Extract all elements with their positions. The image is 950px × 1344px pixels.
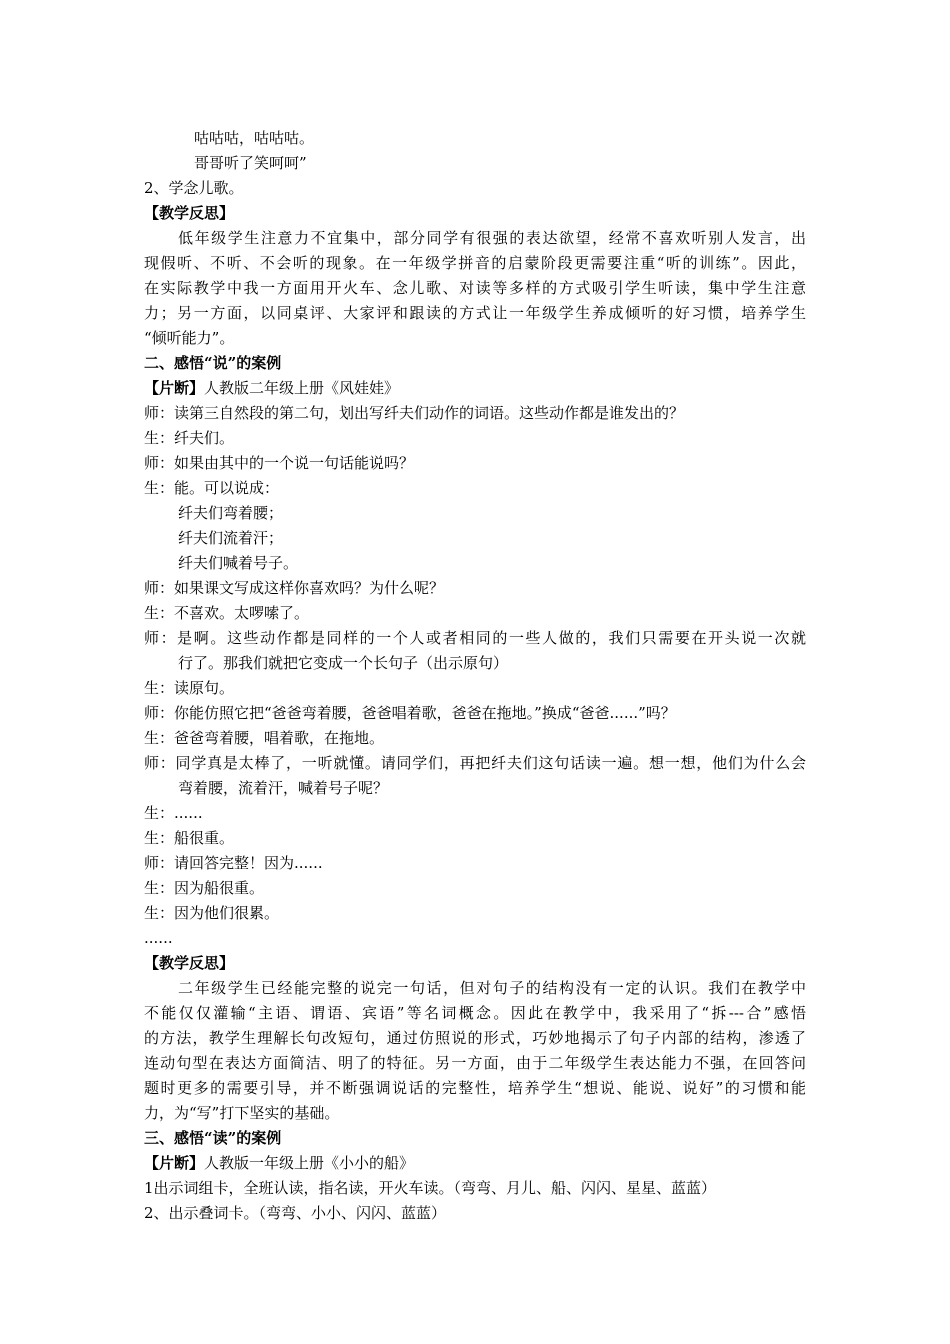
excerpt-tag: 【片断】	[144, 1154, 205, 1172]
excerpt-label: 【片断】人教版二年级上册《风娃娃》	[144, 379, 400, 397]
excerpt-label: 【片断】人教版一年级上册《小小的船》	[144, 1154, 415, 1172]
excerpt-tag: 【片断】	[144, 379, 205, 397]
dialogue-line: 纤夫们喊着号子。	[178, 554, 299, 572]
dialogue-line: 生：因为船很重。	[144, 879, 265, 897]
dialogue-line: 生：读原句。	[144, 679, 235, 697]
dialogue-line: 生：纤夫们。	[144, 429, 235, 447]
dialogue-line: 师：是啊。这些动作都是同样的一个人或者相同的一些人做的，我们只需要在开头说一次就	[144, 629, 806, 647]
dialogue-line: 师：如果课文写成这样你喜欢吗？为什么呢？	[144, 579, 445, 597]
paragraph-line: 力，为“写”打下坚实的基础。	[144, 1104, 340, 1122]
dialogue-line: 师：如果由其中的一个说一句话能说吗？	[144, 454, 415, 472]
step-line: 2、学念儿歌。	[144, 179, 244, 197]
dialogue-line: 纤夫们弯着腰；	[178, 504, 284, 522]
dialogue-line: 生：因为他们很累。	[144, 904, 280, 922]
dialogue-line: 生：爸爸弯着腰，唱着歌，在拖地。	[144, 729, 385, 747]
dialogue-line: 弯着腰，流着汗，喊着号子呢？	[178, 779, 389, 797]
step-line: 2、出示叠词卡。（弯弯、小小、闪闪、蓝蓝）	[144, 1204, 447, 1222]
section-heading: 二、感悟“说”的案例	[144, 354, 282, 372]
dialogue-line: 生：......	[144, 804, 203, 822]
dialogue-line: 师：同学真是太棒了，一听就懂。请同学们，再把纤夫们这句话读一遍。想一想，他们为什么会	[144, 754, 806, 772]
section-heading: 三、感悟“读”的案例	[144, 1129, 282, 1147]
paragraph-line: 不能仅仅灌输“主语、谓语、宾语”等名词概念。因此在教学中，我采用了“拆---合”感悟	[144, 1004, 806, 1022]
paragraph-line: 题时更多的需要引导，并不断强调说话的完整性，培养学生“想说、能说、说好”的习惯和能	[144, 1079, 806, 1097]
dialogue-line: 生：不喜欢。太啰嗦了。	[144, 604, 310, 622]
dialogue-line: 纤夫们流着汗；	[178, 529, 284, 547]
dialogue-line: 生：能。可以说成：	[144, 479, 280, 497]
paragraph-line: 现假听、不听、不会听的现象。在一年级学拼音的启蒙阶段更需要注重“听的训练”。因此，	[144, 254, 806, 272]
dialogue-line: 行了。那我们就把它变成一个长句子（出示原句）	[178, 654, 509, 672]
paragraph-line: 二年级学生已经能完整的说完一句话，但对句子的结构没有一定的认识。我们在教学中	[178, 979, 806, 997]
paragraph-line: 力；另一方面，以同桌评、大家评和跟读的方式让一年级学生养成倾听的好习惯，培养学生	[144, 304, 806, 322]
step-line: 1出示词组卡，全班认读，指名读，开火车读。（弯弯、月儿、船、闪闪、星星、蓝蓝）	[144, 1179, 717, 1197]
paragraph-line: “倾听能力”。	[144, 329, 235, 347]
dialogue-line: 师：你能仿照它把“爸爸弯着腰，爸爸唱着歌，爸爸在拖地。”换成“爸爸......”吗？	[144, 704, 676, 722]
paragraph-line: 的方法，教学生理解长句改短句，通过仿照说的形式，巧妙地揭示了句子内部的结构，渗透了	[144, 1029, 806, 1047]
section-label: 【教学反思】	[144, 204, 235, 222]
dialogue-line: 师：请回答完整！因为......	[144, 854, 323, 872]
dialogue-line: 师：读第三自然段的第二句，划出写纤夫们动作的词语。这些动作都是谁发出的？	[144, 404, 685, 422]
rhyme-line: 咕咕咕，咕咕咕。	[194, 129, 315, 147]
section-label: 【教学反思】	[144, 954, 235, 972]
paragraph-line: 低年级学生注意力不宜集中，部分同学有很强的表达欲望，经常不喜欢听别人发言，出	[178, 229, 806, 247]
rhyme-line: 哥哥听了笑呵呵”	[194, 154, 307, 172]
paragraph-line: 在实际教学中我一方面用开火车、念儿歌、对读等多样的方式吸引学生听读，集中学生注意	[144, 279, 806, 297]
ellipsis-line: ......	[144, 929, 173, 947]
paragraph-line: 连动句型在表达方面简洁、明了的特征。另一方面，由于二年级学生表达能力不强，在回答问	[144, 1054, 806, 1072]
dialogue-line: 生：船很重。	[144, 829, 235, 847]
